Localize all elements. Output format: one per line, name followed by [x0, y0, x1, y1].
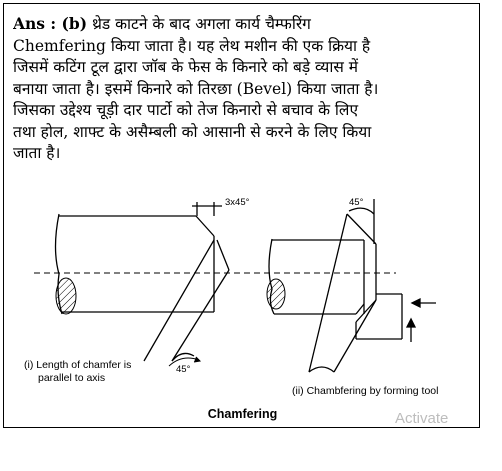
answer-line-7: जाता है।	[13, 144, 61, 162]
answer-line-1: Ans : (b) थ्रेड काटने के बाद अगला कार्य चैम्फरिंग	[13, 14, 311, 33]
answer-prefix: Ans : (b)	[13, 14, 88, 33]
answer-line-2: Chemfering किया जाता है। यह लेथ मशीन की एक क्रिया है	[13, 36, 371, 55]
right-angle-label: 45°	[349, 197, 364, 208]
left-hatched-section	[56, 278, 76, 314]
answer-line-4: बनाया जाता है। इसमें किनारे को तिरछा (Bevel) किया जाता है।	[13, 79, 379, 98]
left-workpiece	[56, 202, 223, 314]
left-angle-label: 45°	[176, 364, 191, 375]
feed-arrows	[407, 299, 436, 342]
left-caption	[24, 359, 131, 385]
right-tool	[309, 199, 402, 372]
answer-line-5: जिसका उद्देश्य चूड़ी दार पार्टो को तेज किनारो से बचाव के लिए	[13, 101, 359, 119]
answer-line-6: तथा होल, शाफ्ट के असैम्बली को आसानी से करने के लिए किया	[13, 122, 372, 141]
figure-title: Chamfering	[207, 407, 278, 421]
right-hatched-section	[267, 279, 285, 309]
left-caption-line-2: parallel to axis	[38, 372, 106, 384]
right-caption: (ii) Chambfering by forming tool	[292, 385, 439, 397]
content-frame	[3, 3, 480, 428]
activate-watermark: Activate	[395, 410, 449, 427]
left-caption-line-1: (i) Length of chamfer is	[24, 359, 132, 371]
left-tool	[144, 240, 229, 361]
dimension-label: 3x45°	[225, 197, 250, 208]
answer-line-3: जिसमें कटिंग टूल द्वारा जॉब के फेस के किनारे को बड़े व्यास में	[13, 58, 359, 76]
